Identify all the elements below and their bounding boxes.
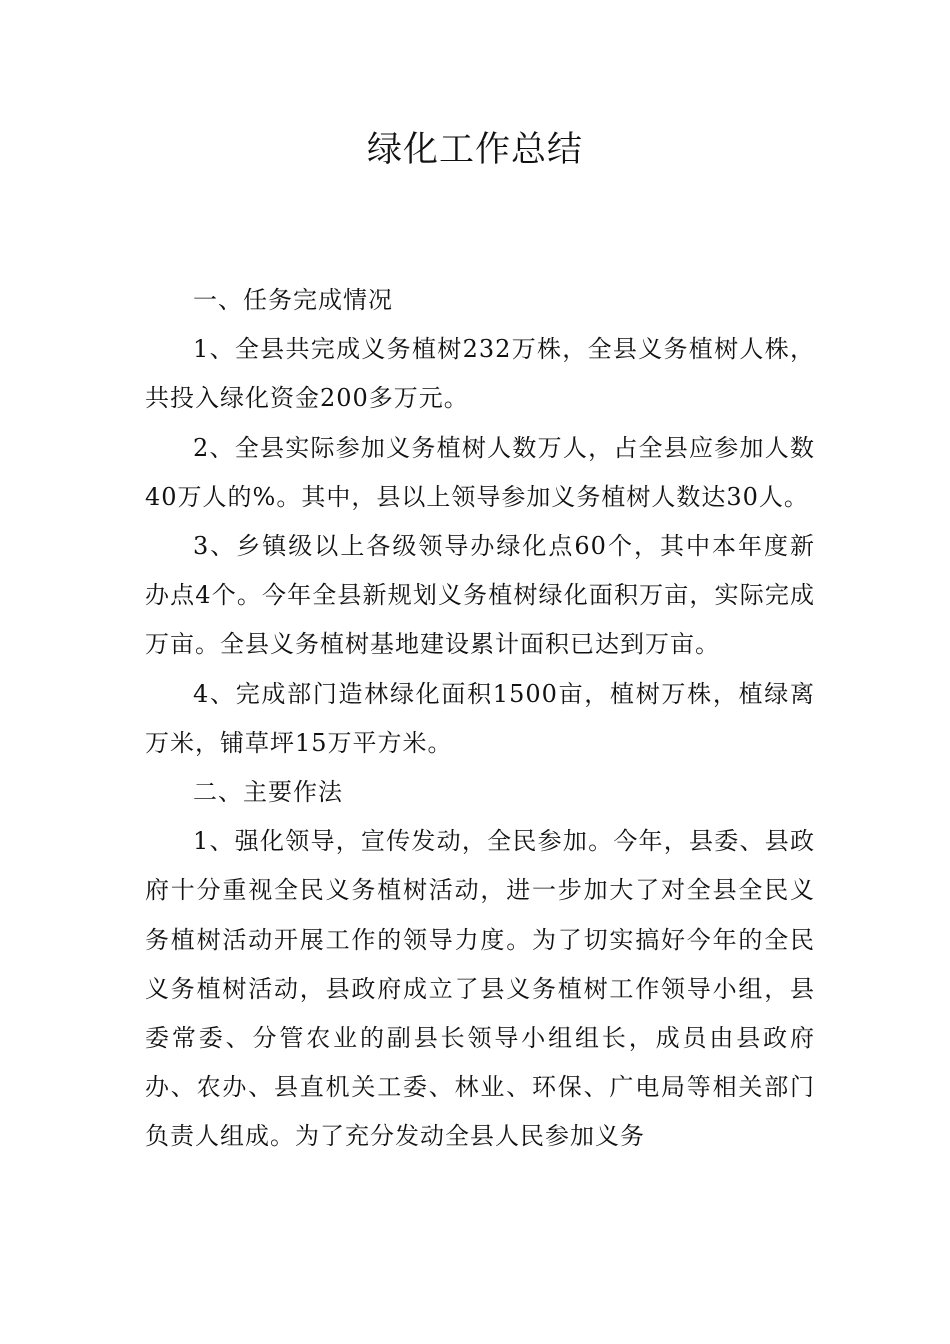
document-body — [145, 276, 815, 1162]
paragraph: 4、完成部门造林绿化面积1500亩，植树万株，植绿离万米，铺草坪15万平方米。 — [145, 679, 815, 757]
paragraph: 1、强化领导，宣传发动，全民参加。今年，县委、县政府十分重视全民义务植树活动，进一步加大了对全县全民义务植树活动开展工作的领导力度。为了切实搞好今年的全民义务植树活动，县政府成立了县义务植树工作领导小组，县委常委、分管农业的副县长领导小组组长，成员由县政府办、农办、县直机关工委、林业、环保、广电局等相关部门负责人组成。为了充分发动全县人民参加义务 — [145, 827, 815, 1151]
paragraph: 1、全县共完成义务植树232万株，全县义务植树人株，共投入绿化资金200多万元。 — [145, 335, 815, 413]
document-title: 绿化工作总结 — [366, 130, 583, 170]
paragraph: 3、乡镇级以上各级领导办绿化点60个，其中本年度新办点4个。今年全县新规划义务植树绿化面积万亩，实际完成万亩。全县义务植树基地建设累计面积已达到万亩。 — [145, 532, 815, 659]
section-heading: 一、任务完成情况 — [193, 286, 393, 314]
section-heading: 二、主要作法 — [193, 778, 343, 807]
paragraph: 2、全县实际参加义务植树人数万人，占全县应参加人数40万人的%。其中，县以上领导参加义务植树人数达30人。 — [145, 433, 815, 511]
